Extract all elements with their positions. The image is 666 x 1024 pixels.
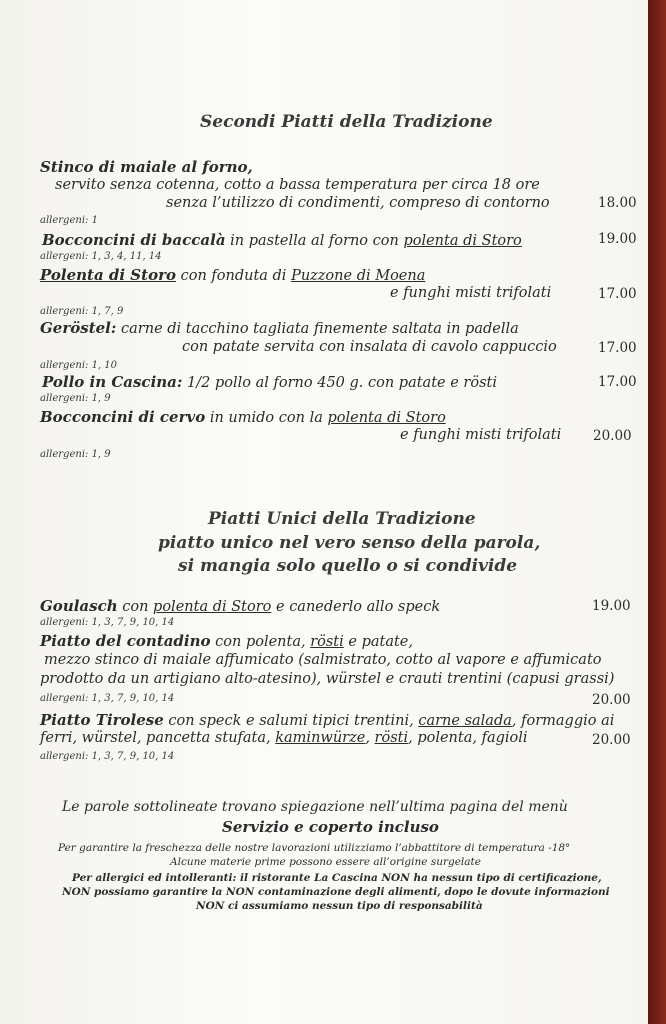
footer-allergici: Per allergici ed intolleranti: il ristorante La Cascina NON ha nessun tipo di certificazione,	[72, 872, 602, 884]
footer-freschezza: Per garantire la freschezza delle nostre lavorazioni utilizziamo l’abbattitore di temperatura -18°	[58, 842, 571, 854]
dish-desc-gerostel-2: con patate servita con insalata di cavolo cappuccio	[182, 339, 557, 355]
dish-desc-pollo: 1/2 pollo al forno 450 g. con patate e rösti	[182, 375, 497, 391]
price-goulasch: 19.00	[592, 598, 631, 614]
dish-name-contadino: Piatto del contadino	[40, 632, 211, 650]
allergens-cervo: allergeni: 1, 9	[40, 449, 111, 460]
dish-desc-goulasch-b: e canederlo allo speck	[271, 599, 441, 615]
dish-desc-cervo: in umido con la	[205, 410, 328, 426]
allergens-stinco: allergeni: 1	[40, 215, 98, 226]
price-gerostel: 17.00	[598, 340, 637, 356]
allergens-baccala: allergeni: 1, 3, 4, 11, 14	[40, 251, 162, 262]
allergens-tirolese: allergeni: 1, 3, 7, 9, 10, 14	[40, 751, 175, 762]
dish-desc-stinco-2: senza l’utilizzo di condimenti, compreso di contorno	[166, 195, 550, 211]
dish-desc-polenta-2: e funghi misti trifolati	[390, 285, 552, 301]
dish-line-gerostel	[40, 319, 519, 337]
footer-note-underlined: Le parole sottolineate trovano spiegazione nell’ultima pagina del menù	[62, 799, 568, 815]
link-rosti: rösti	[310, 634, 344, 650]
price-pollo: 17.00	[598, 374, 637, 390]
footer-service: Servizio e coperto incluso	[222, 818, 439, 836]
allergens-goulasch: allergeni: 1, 3, 7, 9, 10, 14	[40, 617, 175, 628]
footer-responsabilita: NON ci assumiamo nessun tipo di responsabilità	[196, 900, 483, 912]
dish-name-tirolese: Piatto Tirolese	[40, 711, 164, 729]
link-polenta-storo-2: polenta di Storo	[327, 410, 446, 426]
dish-desc-contadino-a: con polenta,	[210, 634, 311, 650]
dish-line-cervo	[40, 408, 446, 426]
allergens-contadino: allergeni: 1, 3, 7, 9, 10, 14	[40, 693, 175, 704]
dish-desc-baccala: in pastella al forno con	[225, 233, 404, 249]
dish-line-baccala	[42, 231, 522, 249]
section-title-secondi: Secondi Piatti della Tradizione	[200, 112, 493, 132]
dish-desc-polenta: con fonduta di	[175, 268, 292, 284]
dish-line-tirolese	[40, 711, 614, 729]
link-polenta-storo: polenta di Storo	[403, 233, 522, 249]
allergens-polenta: allergeni: 1, 7, 9	[40, 306, 124, 317]
dish-name-goulasch: Goulasch	[40, 597, 118, 615]
menu-cover-edge	[648, 0, 666, 1024]
dish-desc-cervo-2: e funghi misti trifolati	[400, 427, 562, 443]
dish-desc-tirolese-b: , formaggio ai	[511, 713, 615, 729]
dish-line-contadino	[40, 632, 413, 650]
price-baccala: 19.00	[598, 231, 637, 247]
section-subtitle-1: piatto unico nel vero senso della parola,	[158, 533, 541, 553]
dish-name-stinco: Stinco di maiale al forno,	[40, 158, 253, 176]
dish-name-gerostel: Geröstel:	[40, 319, 117, 337]
dish-name-cervo: Bocconcini di cervo	[40, 408, 206, 426]
dish-line-pollo	[42, 373, 497, 391]
footer-surgelate: Alcune materie prime possono essere all’origine surgelate	[170, 856, 481, 868]
dish-desc-contadino-2: mezzo stinco di maiale affumicato (salmistrato, cotto al vapore e affumicato	[44, 652, 602, 668]
dish-desc-gerostel: carne di tacchino tagliata finemente saltata in padella	[116, 321, 519, 337]
price-tirolese: 20.00	[592, 732, 631, 748]
dish-desc-contadino-b: e patate,	[343, 634, 413, 650]
dish-desc-tirolese-c: ferri, würstel, pancetta stufata,	[40, 730, 276, 746]
price-polenta: 17.00	[598, 286, 637, 302]
dish-line-goulasch	[40, 597, 440, 615]
allergens-gerostel: allergeni: 1, 10	[40, 360, 118, 371]
dish-line-polenta	[40, 266, 425, 284]
price-cervo: 20.00	[593, 428, 632, 444]
dish-desc-stinco-1: servito senza cotenna, cotto a bassa temperatura per circa 18 ore	[55, 177, 540, 193]
link-carne-salada: carne salada	[418, 713, 512, 729]
dish-desc-tirolese-e: , polenta, fagioli	[408, 730, 528, 746]
dish-desc-tirolese-d: ,	[365, 730, 375, 746]
dish-name-baccala: Bocconcini di baccalà	[42, 231, 226, 249]
link-polenta-storo-3: polenta di Storo	[153, 599, 272, 615]
price-contadino: 20.00	[592, 692, 631, 708]
section-title-unici: Piatti Unici della Tradizione	[208, 509, 476, 529]
dish-desc-goulasch-a: con	[117, 599, 154, 615]
footer-contaminazione: NON possiamo garantire la NON contaminazione degli alimenti, dopo le dovute informazioni	[62, 886, 610, 898]
link-puzzone: Puzzone di Moena	[291, 268, 426, 284]
dish-desc-contadino-3: prodotto da un artigiano alto-atesino), würstel e crauti trentini (capusi grassi)	[40, 671, 615, 687]
dish-name-polenta: Polenta di Storo	[40, 266, 176, 284]
dish-desc-tirolese-a: con speck e salumi tipici trentini,	[163, 713, 419, 729]
link-rosti-2: rösti	[374, 730, 409, 746]
price-stinco: 18.00	[598, 195, 637, 211]
section-subtitle-2: si mangia solo quello o si condivide	[178, 556, 518, 576]
link-kaminwurze: kaminwürze	[275, 730, 366, 746]
dish-name-pollo: Pollo in Cascina:	[42, 373, 183, 391]
dish-line-tirolese-2	[40, 730, 528, 746]
allergens-pollo: allergeni: 1, 9	[40, 393, 111, 404]
